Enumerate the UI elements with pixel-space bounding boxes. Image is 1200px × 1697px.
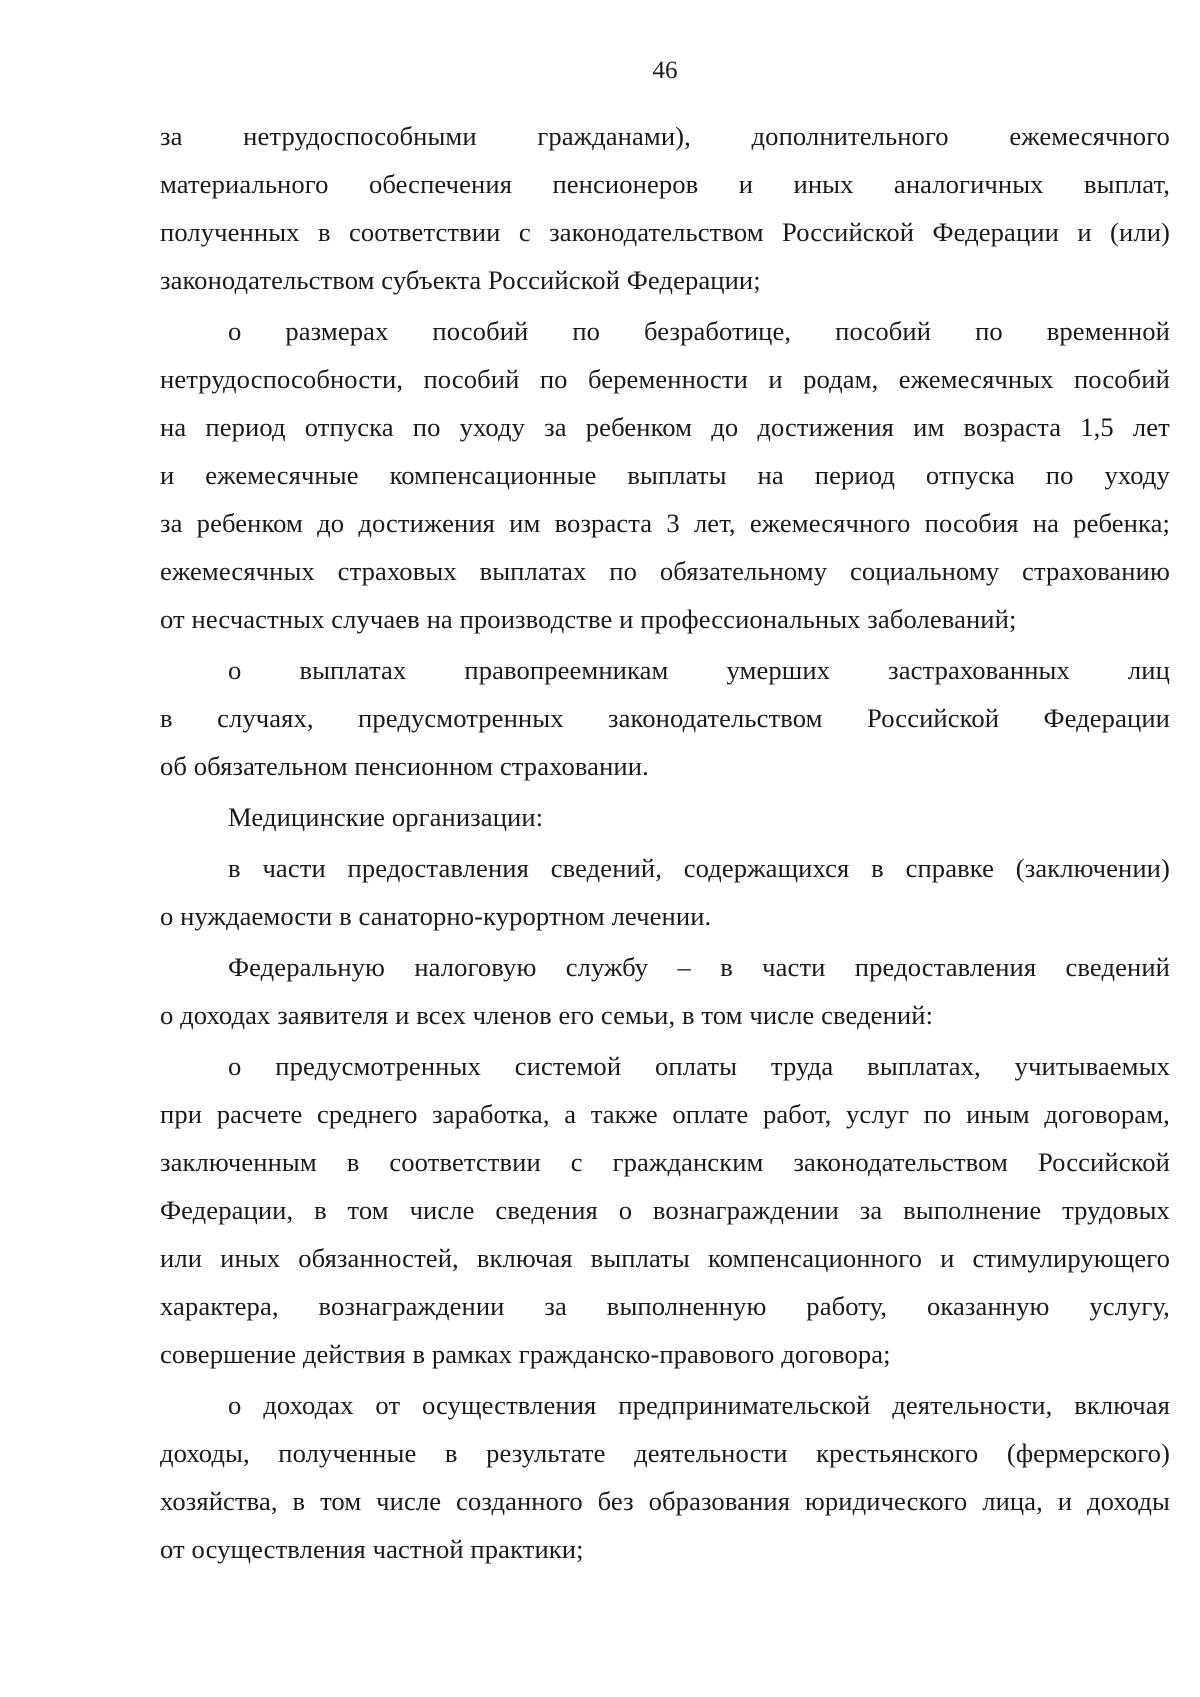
text-line: за нетрудоспособными гражданами), дополнительного ежемесячного xyxy=(160,121,1170,151)
text-line: нетрудоспособности, пособий по беременности и родам, ежемесячных пособий xyxy=(160,364,1170,394)
text-line: на период отпуска по уходу за ребенком до достижения им возраста 1,5 лет xyxy=(160,412,1170,442)
page-number: 46 xyxy=(652,57,678,84)
text-line: о выплатах правопреемникам умерших застрахованных лиц xyxy=(228,655,1170,685)
text-line: законодательством субъекта Российской Федерации; xyxy=(160,265,761,295)
text-line: Федеральную налоговую службу – в части предоставления сведений xyxy=(228,952,1170,982)
text-line: полученных в соответствии с законодательством Российской Федерации и (или) xyxy=(160,217,1170,247)
text-line: о доходах от осуществления предпринимательской деятельности, включая xyxy=(228,1390,1170,1420)
text-line: характера, вознаграждении за выполненную работу, оказанную услугу, xyxy=(160,1291,1170,1321)
body-text xyxy=(160,112,1170,1573)
text-line: в случаях, предусмотренных законодательством Российской Федерации xyxy=(160,703,1170,733)
text-line: хозяйства, в том числе созданного без образования юридического лица, и доходы xyxy=(160,1486,1170,1516)
text-line: при расчете среднего заработка, а также оплате работ, услуг по иным договорам, xyxy=(160,1099,1170,1129)
text-line: об обязательном пенсионном страховании. xyxy=(160,751,649,781)
text-line: и ежемесячные компенсационные выплаты на период отпуска по уходу xyxy=(160,460,1170,490)
text-line: совершение действия в рамках гражданско-правового договора; xyxy=(160,1339,891,1369)
text-line: о предусмотренных системой оплаты труда выплатах, учитываемых xyxy=(228,1051,1170,1081)
text-line: или иных обязанностей, включая выплаты компенсационного и стимулирующего xyxy=(160,1243,1170,1273)
text-line: от осуществления частной практики; xyxy=(160,1534,584,1564)
text-line: за ребенком до достижения им возраста 3 лет, ежемесячного пособия на ребенка; xyxy=(160,508,1170,538)
text-line: о доходах заявителя и всех членов его семьи, в том числе сведений: xyxy=(160,1000,934,1030)
text-line: материального обеспечения пенсионеров и иных аналогичных выплат, xyxy=(160,169,1170,199)
text-line: доходы, полученные в результате деятельности крестьянского (фермерского) xyxy=(160,1438,1170,1468)
text-line: о нуждаемости в санаторно-курортном лечении. xyxy=(160,901,712,931)
text-line: Федерации, в том числе сведения о вознаграждении за выполнение трудовых xyxy=(160,1195,1170,1225)
text-line: заключенным в соответствии с гражданским законодательством Российской xyxy=(160,1147,1170,1177)
text-line: Медицинские организации: xyxy=(228,802,544,832)
text-line: о размерах пособий по безработице, пособий по временной xyxy=(228,316,1170,346)
text-line: от несчастных случаев на производстве и профессиональных заболеваний; xyxy=(160,604,1017,634)
text-line: ежемесячных страховых выплатах по обязательному социальному страхованию xyxy=(160,556,1170,586)
text-line: в части предоставления сведений, содержащихся в справке (заключении) xyxy=(228,853,1170,883)
